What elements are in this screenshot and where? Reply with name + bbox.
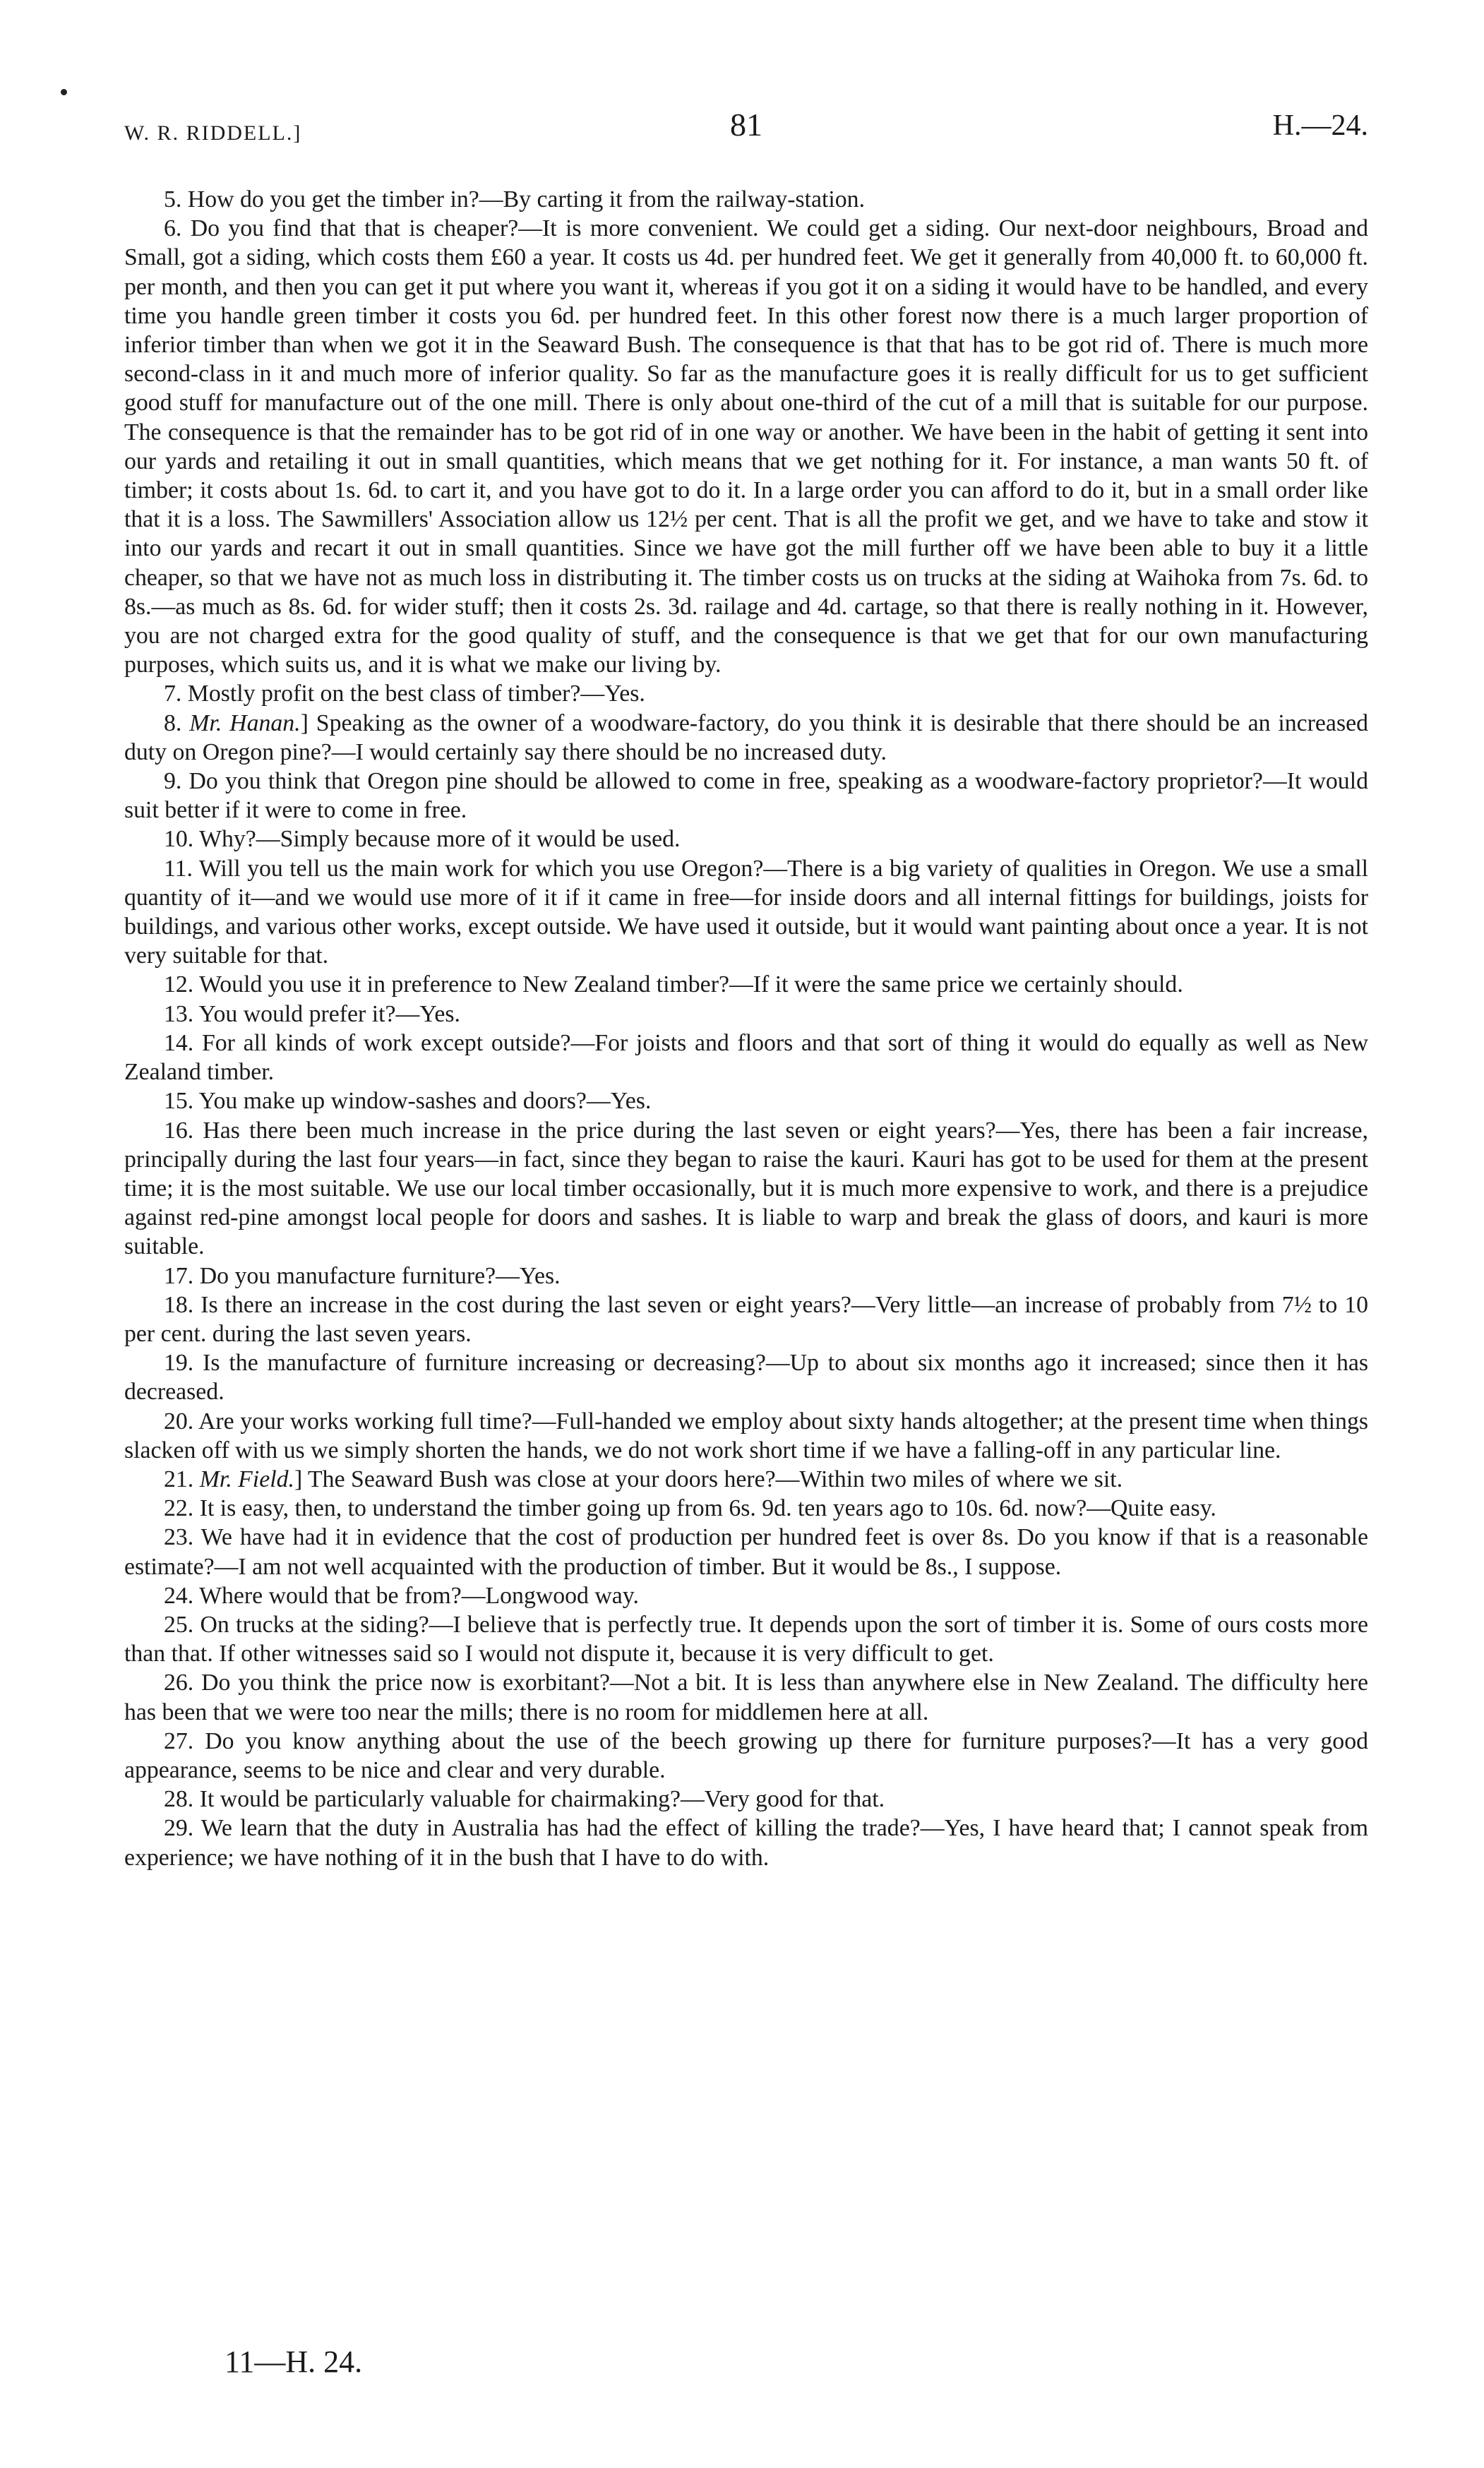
question-answer-paragraph xyxy=(124,1348,1368,1406)
question-answer-paragraph xyxy=(124,1465,1368,1494)
paragraph-text: 14. For all kinds of work except outside?—For joists and floors and that sort of thing it would do equally as well as New Zealand timber. xyxy=(124,1029,1368,1086)
margin-dot xyxy=(61,89,67,95)
paragraph-text: 11. Will you tell us the main work for which you use Oregon?—There is a big variety of qualities in Oregon. We use a small quantity of it—and we would use more of it if it came in free—for inside doors and all internal fittings for buildings, joists for buildings, and various other works, except outside. We have used it outside, but it would want painting about once a year. It is not very suitable for that. xyxy=(124,855,1368,969)
paragraph-text: 22. It is easy, then, to understand the timber going up from 6s. 9d. ten years ago to 10s. 6d. now?—Quite easy. xyxy=(164,1495,1216,1522)
question-answer-paragraph xyxy=(124,1814,1368,1871)
question-number: 21. xyxy=(164,1466,200,1492)
paragraph-text: 5. How do you get the timber in?—By carting it from the railway-station. xyxy=(164,186,866,212)
speaker-name: Mr. Field. xyxy=(199,1466,294,1492)
question-answer-paragraph xyxy=(124,1000,1368,1029)
question-answer-paragraph xyxy=(124,1116,1368,1262)
question-answer-paragraph xyxy=(124,767,1368,825)
question-answer-paragraph xyxy=(124,854,1368,971)
paragraph-text: 27. Do you know anything about the use of the beech growing up there for furniture purposes?—It has a very good appearance, seems to be nice and clear and very durable. xyxy=(124,1727,1368,1783)
witness-name: W. R. RIDDELL.] xyxy=(124,121,302,145)
question-answer-paragraph xyxy=(124,1523,1368,1581)
question-answer-paragraph xyxy=(124,1581,1368,1610)
paragraph-text: 18. Is there an increase in the cost during the last seven or eight years?—Very little—an increase of probably from 7½ to 10 per cent. during the last seven years. xyxy=(124,1291,1368,1347)
question-answer-paragraph xyxy=(124,1407,1368,1465)
paragraph-text: ] The Seaward Bush was close at your doors here?—Within two miles of where we sit. xyxy=(294,1466,1123,1492)
speaker-name: Mr. Hanan. xyxy=(189,709,301,736)
paragraph-text: 25. On trucks at the siding?—I believe that is perfectly true. It depends upon the sort of timber it is. Some of ours costs more than that. If other witnesses said so I would not dispute it, because it is very difficult to get. xyxy=(124,1611,1368,1667)
question-answer-paragraph xyxy=(124,1262,1368,1290)
paragraph-text: 17. Do you manufacture furniture?—Yes. xyxy=(164,1262,561,1289)
question-answer-paragraph xyxy=(124,679,1368,708)
paragraph-text: 9. Do you think that Oregon pine should be allowed to come in free, speaking as a woodware-factory proprietor?—It would suit better if it were to come in free. xyxy=(124,768,1368,824)
paragraph-text: 23. We have had it in evidence that the cost of production per hundred feet is over 8s. Do you know if that is a reasonable estimate?—I am not well acquainted with the production of timber. But it would be 8s., I suppose. xyxy=(124,1524,1368,1580)
question-answer-paragraph xyxy=(124,709,1368,767)
question-answer-paragraph xyxy=(124,1029,1368,1086)
question-answer-paragraph xyxy=(124,185,1368,214)
paragraph-text: 15. You make up window-sashes and doors?—Yes. xyxy=(164,1088,652,1115)
paragraph-text: 7. Mostly profit on the best class of timber?—Yes. xyxy=(164,681,645,707)
page-number: 81 xyxy=(730,107,762,143)
question-answer-paragraph xyxy=(124,970,1368,999)
paragraph-text: 26. Do you think the price now is exorbitant?—Not a bit. It is less than anywhere else in New Zealand. The difficulty here has been that we were too near the mills; there is no room for middlemen here at all. xyxy=(124,1670,1368,1725)
paragraph-text: ] Speaking as the owner of a woodware-factory, do you think it is desirable that there should be an increased duty on Oregon pine?—I would certainly say there should be no increased duty. xyxy=(124,709,1368,765)
paper-reference: H.—24. xyxy=(1272,109,1368,142)
paragraph-text: 24. Where would that be from?—Longwood way. xyxy=(164,1582,639,1609)
paragraph-text: 10. Why?—Simply because more of it would be used. xyxy=(164,826,681,853)
testimony-body xyxy=(124,185,1368,1872)
question-answer-paragraph xyxy=(124,1086,1368,1115)
paragraph-text: 16. Has there been much increase in the price during the last seven or eight years?—Yes, there has been a fair increase, principally during the last four years—in fact, since they began to raise the kauri. Kauri has got to be used for them at the present time; it is the most suitable. We use our local timber occasionally, but it is much more expensive to work, and there is a prejudice against red-pine amongst local people for doors and sashes. It is liable to warp and break the glass of doors, and kauri is more suitable. xyxy=(124,1117,1368,1260)
question-answer-paragraph xyxy=(124,1668,1368,1726)
question-answer-paragraph xyxy=(124,214,1368,679)
question-answer-paragraph xyxy=(124,1290,1368,1348)
question-number: 8. xyxy=(164,709,190,736)
question-answer-paragraph xyxy=(124,1610,1368,1668)
question-answer-paragraph xyxy=(124,1727,1368,1785)
paragraph-text: 13. You would prefer it?—Yes. xyxy=(164,1000,460,1027)
paragraph-text: 6. Do you find that that is cheaper?—It is more convenient. We could get a siding. Our next-door neighbours, Broad and Small, got a siding, which costs them £60 a year. It costs us 4d. per hundred feet. We get it generally from 40,000 ft. to 60,000 ft. per month, and then you can get it put where you want it, whereas if you got it on a siding it would have to be handled, and every time you handle green timber it costs you 6d. per hundred feet. In this other forest now there is a much larger proportion of inferior timber than when we got it in the Seaward Bush. The consequence is that that has to be got rid of. There is much more second-class in it and much more of inferior quality. So far as the manufacture goes it is really difficult for us to get sufficient good stuff for manufacture out of the one mill. There is only about one-third of the cut of a mill that is suitable for our purpose. The consequence is that the remainder has to be got rid of in one way or another. We have been in the habit of getting it sent into our yards and retailing it out in small quantities, which means that we get nothing for it. For instance, a man wants 50 ft. of timber; it costs about 1s. 6d. to cart it, and you have got to do it. In a large order you can afford to do it, but in a small order like that it is a loss. The Sawmillers' Association allow us 12½ per cent. That is all the profit we get, and we have to take and stow it into our yards and recart it out in small quantities. Since we have got the mill further off we have been able to buy it a little cheaper, so that we have not as much loss in distributing it. The timber costs us on trucks at the siding at Waihoka from 7s. 6d. to 8s.—as much as 8s. 6d. for wider stuff; then it costs 2s. 3d. railage and 4d. cartage, so that there is really nothing in it. However, you are not charged extra for the good quality of stuff, and the consequence is that we get that for our own manufacturing purposes, which suits us, and it is what we make our living by. xyxy=(124,215,1368,678)
signature-mark: 11—H. 24. xyxy=(225,2344,363,2379)
paragraph-text: 20. Are your works working full time?—Full-handed we employ about sixty hands altogether; at the present time when things slacken off with us we simply shorten the hands, we do not work short time if we have a falling-off in any particular line. xyxy=(124,1408,1368,1463)
paragraph-text: 29. We learn that the duty in Australia has had the effect of killing the trade?—Yes, I have heard that; I cannot speak from experience; we have nothing of it in the bush that I have to do with. xyxy=(124,1815,1368,1871)
paragraph-text: 12. Would you use it in preference to New Zealand timber?—If it were the same price we certainly should. xyxy=(164,971,1183,998)
question-answer-paragraph xyxy=(124,1494,1368,1523)
paragraph-text: 19. Is the manufacture of furniture increasing or decreasing?—Up to about six months ago it increased; since then it has decreased. xyxy=(124,1350,1368,1406)
page-header xyxy=(124,106,1368,148)
question-answer-paragraph xyxy=(124,1785,1368,1814)
paragraph-text: 28. It would be particularly valuable for chairmaking?—Very good for that. xyxy=(164,1786,885,1813)
question-answer-paragraph xyxy=(124,825,1368,853)
